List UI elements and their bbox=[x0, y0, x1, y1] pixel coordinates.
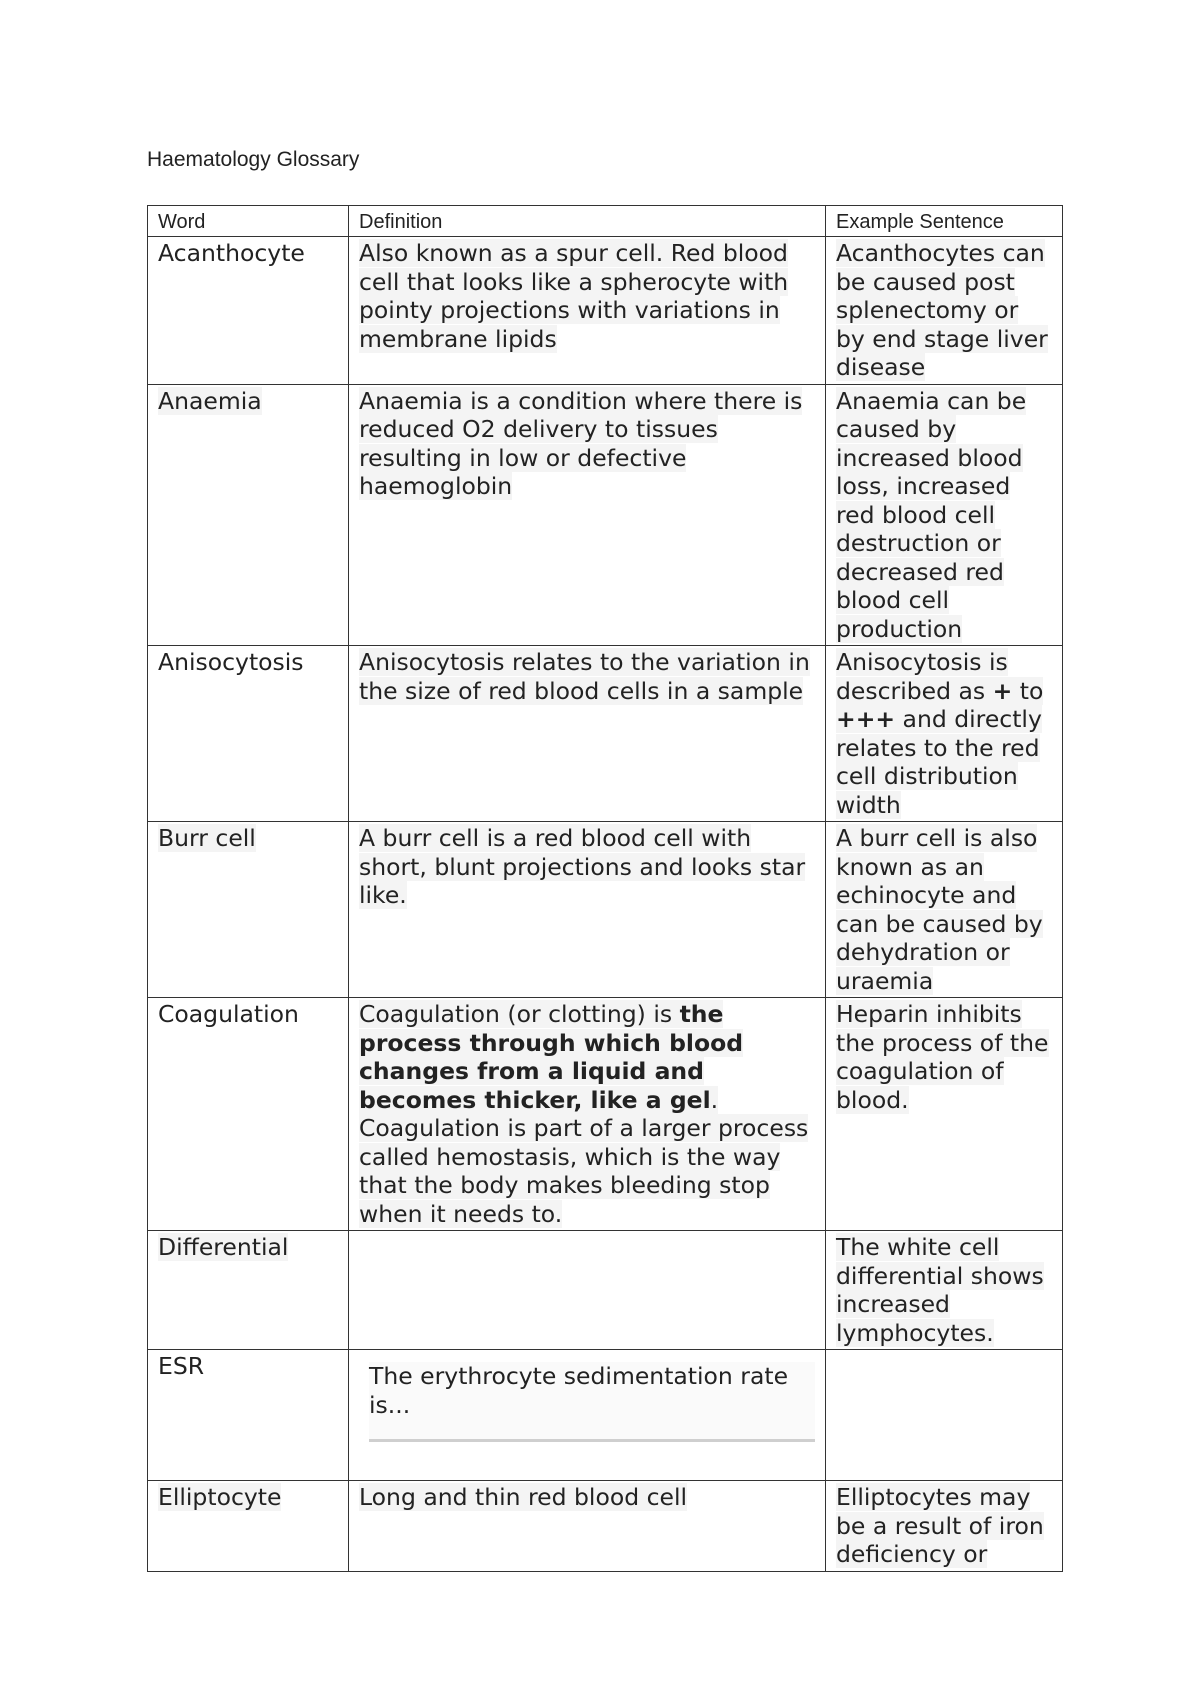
example-cell bbox=[826, 646, 1063, 822]
example-text: A burr cell is also known as an echinocyte and can be caused by dehydration or uraemia bbox=[836, 824, 1043, 995]
example-text: Acanthocytes can be caused post splenectomy or by end stage liver disease bbox=[836, 239, 1048, 381]
table-header-row bbox=[148, 206, 1063, 237]
definition-text: A burr cell is a red blood cell with short, blunt projections and looks star like. bbox=[359, 824, 806, 909]
definition-text: Long and thin red blood cell bbox=[359, 1483, 688, 1511]
definition-cell bbox=[349, 384, 826, 646]
column-header-example: Example Sentence bbox=[826, 206, 1063, 237]
word-text: Elliptocyte bbox=[158, 1483, 282, 1511]
word-cell bbox=[148, 998, 349, 1231]
example-text: Anisocytosis is described as + to +++ and directly relates to the red cell distribution width bbox=[836, 648, 1044, 819]
word-cell bbox=[148, 384, 349, 646]
word-text: ESR bbox=[158, 1352, 205, 1380]
definition-cell bbox=[349, 1231, 826, 1350]
word-cell bbox=[148, 822, 349, 998]
word-text: Coagulation bbox=[158, 1000, 299, 1028]
word-cell bbox=[148, 646, 349, 822]
example-cell bbox=[826, 384, 1063, 646]
word-text: Acanthocyte bbox=[158, 239, 305, 267]
table-row bbox=[148, 237, 1063, 385]
glossary-table bbox=[147, 205, 1063, 1572]
definition-cell bbox=[349, 822, 826, 998]
example-text: The white cell differential shows increased lymphocytes. bbox=[836, 1233, 1044, 1347]
word-cell bbox=[148, 237, 349, 385]
definition-cell bbox=[349, 1481, 826, 1572]
definition-cell bbox=[349, 1350, 826, 1481]
definition-text: Also known as a spur cell. Red blood cell that looks like a spherocyte with pointy projections with variations in membrane lipids bbox=[359, 239, 789, 353]
definition-text: Coagulation (or clotting) is the process through which blood changes from a liquid and becomes thicker, like a gel. Coagulation is part of a larger process called hemostasis, which is the way that the body makes bleeding stop when it needs to. bbox=[359, 1000, 809, 1228]
table-row bbox=[148, 1350, 1063, 1481]
example-cell bbox=[826, 998, 1063, 1231]
example-text: Anaemia can be caused by increased blood loss, increased red blood cell destruction or decreased red blood cell production bbox=[836, 386, 1027, 643]
definition-cell bbox=[349, 646, 826, 822]
word-text: Anisocytosis bbox=[158, 648, 304, 676]
example-cell bbox=[826, 1231, 1063, 1350]
word-cell bbox=[148, 1231, 349, 1350]
definition-text: The erythrocyte sedimentation rate is... bbox=[369, 1362, 815, 1442]
definition-cell bbox=[349, 237, 826, 385]
example-cell bbox=[826, 822, 1063, 998]
table-row bbox=[148, 1481, 1063, 1572]
word-text: Anaemia bbox=[158, 386, 262, 415]
example-cell bbox=[826, 1350, 1063, 1481]
example-cell bbox=[826, 237, 1063, 385]
column-header-definition: Definition bbox=[349, 206, 826, 237]
table-row bbox=[148, 998, 1063, 1231]
definition-text: Anisocytosis relates to the variation in the size of red blood cells in a sample bbox=[359, 648, 810, 705]
word-cell bbox=[148, 1481, 349, 1572]
word-cell bbox=[148, 1350, 349, 1481]
definition-cell bbox=[349, 998, 826, 1231]
example-text: Heparin inhibits the process of the coagulation of blood. bbox=[836, 1000, 1049, 1114]
word-text: Burr cell bbox=[158, 824, 256, 852]
example-cell bbox=[826, 1481, 1063, 1572]
column-header-word: Word bbox=[148, 206, 349, 237]
page-title: Haematology Glossary bbox=[147, 148, 360, 171]
table-row bbox=[148, 646, 1063, 822]
word-text: Differential bbox=[158, 1233, 289, 1261]
table-row bbox=[148, 822, 1063, 998]
table-row bbox=[148, 1231, 1063, 1350]
example-text: Elliptocytes may be a result of iron deficiency or bbox=[836, 1483, 1044, 1568]
definition-text: Anaemia is a condition where there is reduced O2 delivery to tissues resulting in low or defective haemoglobin bbox=[359, 386, 803, 500]
table-row bbox=[148, 384, 1063, 646]
